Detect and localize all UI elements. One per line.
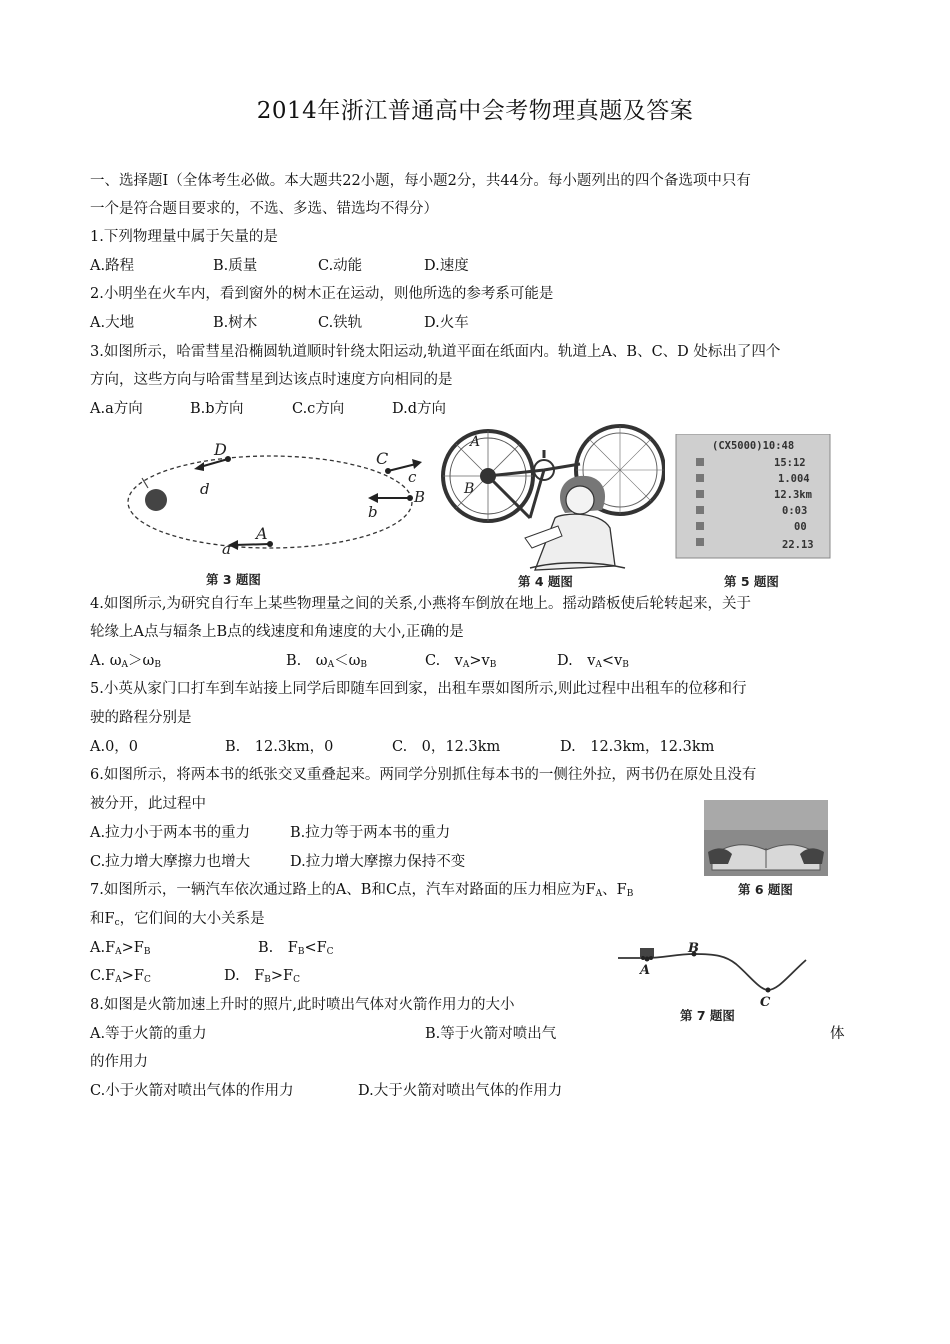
ticket-line-7: 22.13 [782,539,814,551]
q5-option-d: D. 12.3km，12.3km [560,739,715,755]
q1-option-d: D.速度 [424,258,469,274]
label-b-arrow: b [368,503,378,521]
q1-option-b: B.质量 [213,258,258,274]
figure-7-road [616,940,816,1026]
q4-option-b: B. $\omega_A<\omega_B$ [286,653,368,670]
label-a-bike: A [470,434,481,450]
q5-option-c: C. 0，12.3km [392,739,501,755]
q4-option-a: A. $\omega_A>\omega_B$ [90,653,161,670]
q7-option-a: $A.F_A>F_B$ [90,940,151,957]
q7-option-d: D. $F_B>F_C$ [224,968,301,985]
orbit-ellipse [128,456,412,548]
q3-option-b: B.b方向 [190,401,244,417]
question-8-stem: 8.如图是火箭加速上升时的照片,此时喷出气体对火箭作用力的大小 [90,997,515,1013]
q1-option-c: C.动能 [318,258,363,274]
ticket-line-1: (CX5000)10:48 [712,440,795,452]
figure-5-caption: 第 5 题图 [724,574,779,589]
question-7-stem-cont: 和$F_c$，它们间的大小关系是 [90,911,265,928]
figure-3-comet-orbit [118,438,428,590]
question-2-stem: 2.小明坐在火车内，看到窗外的树木正在运动，则他所选的参考系可能是 [90,286,554,302]
figure-4-caption: 第 4 题图 [518,574,573,589]
question-3-stem-cont: 方向，这些方向与哈雷彗星到达该点时速度方向相同的是 [90,372,453,388]
q2-option-d: D.火车 [424,315,469,331]
question-5-stem-cont: 驶的路程分别是 [90,710,192,726]
label-b-point: B [414,488,426,506]
sun-icon [145,489,167,511]
question-5-stem: 5.小英从家门口打车到车站接上同学后即随车回到家，出租车票如图所示,则此过程中出租车的位移和行 [90,681,747,697]
ticket-line-5: 0:03 [782,505,808,517]
question-7-stem: 7.如图所示，一辆汽车依次通过路上的A、B和C点，汽车对路面的压力相应为$F_A$、$F_B$ [90,882,634,899]
q2-option-b: B.树木 [213,315,258,331]
figure-3-caption: 第 3 题图 [206,572,261,587]
section-instructions: 一、选择题Ⅰ（全体考生必做。本大题共22小题，每小题2分，共44分。每小题列出的四个备选项中只有 [90,173,751,189]
q6-option-d: D.拉力增大摩擦力保持不变 [290,854,466,870]
question-1-stem: 1.下列物理量中属于矢量的是 [90,229,278,245]
figure-6-caption: 第 6 题图 [738,882,793,897]
q8-option-b-cont: 的作用力 [90,1054,148,1070]
q3-option-c: C.c方向 [292,401,345,417]
question-4-stem-cont: 轮缘上A点与辐条上B点的线速度和角速度的大小,正确的是 [90,624,464,640]
label-c-point: C [376,449,389,468]
ticket-line-3: 1.004 [778,473,810,485]
ticket-line-6: 00 [794,521,807,533]
q3-option-d: D.d方向 [392,401,446,417]
label-d-arrow: d [200,480,210,498]
q8-option-c: C.小于火箭对喷出气体的作用力 [90,1083,294,1099]
q8-option-b: B.等于火箭对喷出气 [425,1026,557,1042]
label-a-point: A [256,524,268,543]
figure-7-caption: 第 7 题图 [680,1008,735,1023]
q5-option-a: A.0，0 [90,739,139,755]
q4-option-d: D. $v_A<v_B$ [557,653,629,670]
question-6-stem-cont: 被分开，此过程中 [90,796,206,812]
q5-option-b: B. 12.3km，0 [225,739,334,755]
q1-option-a: A.路程 [90,258,135,274]
q6-option-b: B.拉力等于两本书的重力 [290,825,451,841]
q2-option-c: C.铁轨 [318,315,363,331]
q3-option-a: A.a方向 [90,401,143,417]
label-b-road: B [688,941,699,956]
q4-option-c: C. $v_A>v_B$ [425,653,497,670]
label-c-arrow: c [408,468,417,486]
car-icon [640,948,654,957]
q8-option-a: A.等于火箭的重力 [90,1026,207,1042]
question-3-stem: 3.如图所示，哈雷彗星沿椭圆轨道顺时针绕太阳运动,轨道平面在纸面内。轨道上A、B、C、D 处标出了四个 [90,344,781,360]
question-4-stem: 4.如图所示,为研究自行车上某些物理量之间的关系,小燕将车倒放在地上。摇动踏板使后轮转起来，关于 [90,596,752,612]
label-a-road: A [640,963,651,978]
q6-option-c: C.拉力增大摩擦力也增大 [90,854,251,870]
figure-5-taxi-ticket [674,434,834,590]
label-c-road: C [760,995,771,1010]
q7-option-b: B. $F_B<F_C$ [258,940,334,957]
section-instructions-cont: 一个是符合题目要求的，不选、多选、错选均不得分） [90,201,438,217]
label-d-point: D [214,440,227,459]
ticket-line-4: 12.3km [774,489,812,501]
q7-option-c: $C.F_A>F_C$ [90,968,151,985]
label-a-arrow: a [222,540,231,558]
q2-option-a: A.大地 [90,315,135,331]
figure-6-books [702,800,830,900]
q8-option-b-tail: 体 [830,1026,845,1042]
q6-option-a: A.拉力小于两本书的重力 [90,825,251,841]
label-b-bike: B [464,481,475,497]
figure-4-bicycle [440,418,665,590]
question-6-stem: 6.如图所示，将两本书的纸张交叉重叠起来。两同学分别抓住每本书的一侧往外拉，两书仍在原处且没有 [90,767,757,783]
page-title: 2014年浙江普通高中会考物理真题及答案 [256,98,694,124]
ticket-line-2: 15:12 [774,457,806,469]
q8-option-d: D.大于火箭对喷出气体的作用力 [358,1083,563,1099]
